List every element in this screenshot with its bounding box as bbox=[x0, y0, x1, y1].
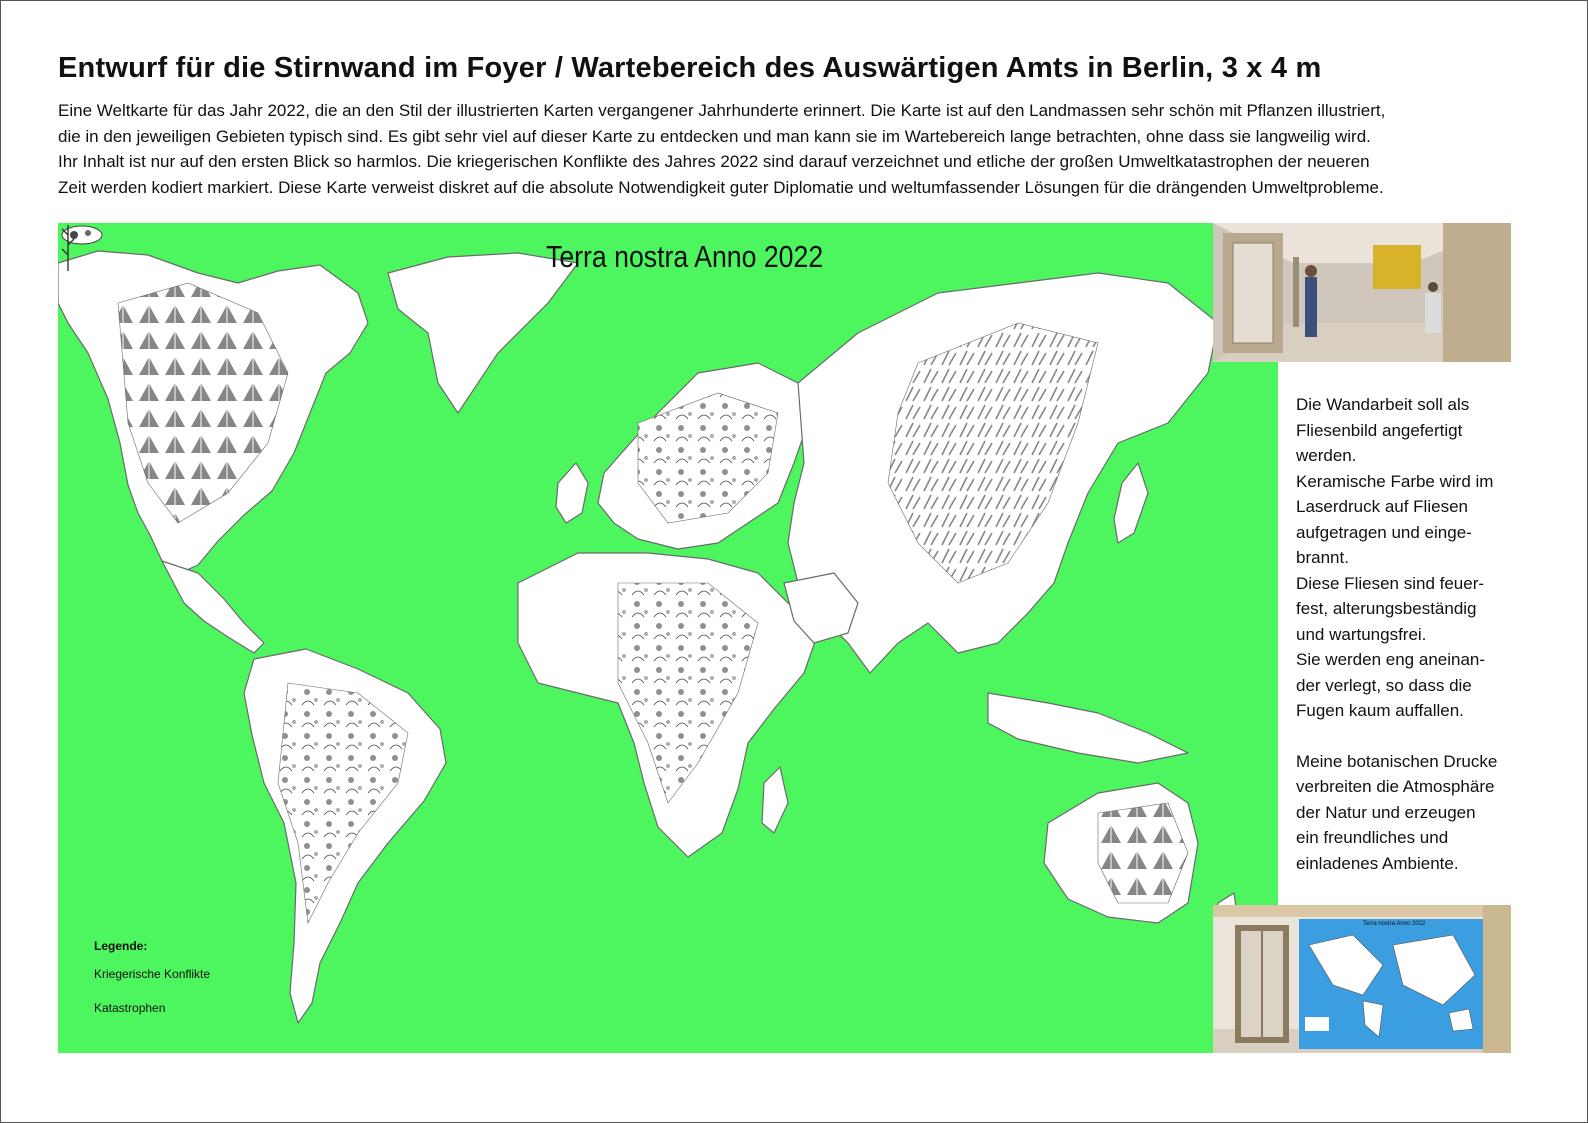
world-map bbox=[58, 223, 1278, 1053]
sidebar-line: der Natur und erzeugen bbox=[1296, 802, 1476, 822]
sidebar-line: verbreiten die Atmosphäre bbox=[1296, 777, 1495, 796]
sidebar-text bbox=[1296, 392, 1536, 876]
corridor-mockup-photo bbox=[1213, 223, 1511, 362]
land-madagascar bbox=[762, 767, 788, 833]
intro-paragraph bbox=[58, 98, 1518, 200]
sidebar-line: Diese Fliesen sind feuer- bbox=[1296, 573, 1485, 593]
land-greenland bbox=[388, 253, 578, 413]
foyer-mockup-map-title: Terra nostra Anno 2022 bbox=[1363, 921, 1426, 927]
legend-item-conflicts: Kriegerische Konflikte bbox=[94, 967, 211, 981]
sidebar-line: ein freundliches und bbox=[1296, 828, 1449, 847]
corridor-mockup-image bbox=[1213, 223, 1511, 362]
map-landmasses bbox=[58, 223, 1278, 1053]
legend-disaster-symbol bbox=[58, 223, 78, 273]
land-central-america bbox=[162, 561, 264, 653]
land-uk bbox=[556, 463, 588, 523]
page-title: Entwurf für die Stirnwand im Foyer / Wartebereich des Auswärtigen Amts in Berlin, 3 x 4 m bbox=[58, 52, 1322, 84]
sidebar-line: Sie werden eng aneinan- bbox=[1296, 650, 1486, 669]
foyer-mockup-image bbox=[1213, 905, 1511, 1053]
intro-line: Ihr Inhalt ist nur auf den ersten Blick so harmlos. Die kriegerischen Konflikte des Jahres 2022 sind darauf verzeichnet und etliche der großen Umweltkatastrophen der neueren bbox=[58, 152, 1370, 171]
land-japan bbox=[1114, 463, 1148, 543]
sidebar-line: einladenes Ambiente. bbox=[1296, 853, 1459, 873]
legend-heading: Legende: bbox=[94, 939, 148, 953]
sidebar-line: Laserdruck auf Fliesen bbox=[1296, 497, 1468, 516]
sidebar-line: Meine botanischen Drucke bbox=[1296, 751, 1498, 771]
sidebar-line: und wartungsfrei. bbox=[1296, 624, 1427, 644]
sidebar-line: Die Wandarbeit soll als bbox=[1296, 395, 1470, 414]
sidebar-line: Keramische Farbe wird im bbox=[1296, 471, 1494, 491]
sidebar-line: Fliesenbild angefertigt bbox=[1296, 420, 1463, 440]
sidebar-line: Fugen kaum auffallen. bbox=[1296, 701, 1464, 720]
sidebar-spacer bbox=[1296, 724, 1536, 749]
foyer-mockup-photo bbox=[1213, 905, 1511, 1053]
intro-line: die in den jeweiligen Gebieten typisch sind. Es gibt sehr viel auf dieser Karte zu entdecken und man kann sie im Wartebereich lange betrachten, ohne dass sie langweilig wird. bbox=[58, 126, 1371, 146]
land-indonesia bbox=[988, 693, 1188, 763]
sidebar-line: fest, alterungsbeständig bbox=[1296, 599, 1477, 618]
intro-line: Zeit werden kodiert markiert. Diese Karte verweist diskret auf die absolute Notwendigkeit guter Diplomatie und weltumfassender Lösungen für die drängenden Umweltprobleme. bbox=[58, 177, 1384, 197]
map-legend bbox=[94, 939, 210, 1035]
intro-line: Eine Weltkarte für das Jahr 2022, die an den Stil der illustrierten Karten vergangener Jahrhunderte erinnert. Die Karte ist auf den Landmassen sehr schön mit Pflanzen illustriert, bbox=[58, 101, 1386, 120]
sidebar-line: werden. bbox=[1296, 446, 1357, 465]
sidebar-line: der verlegt, so dass die bbox=[1296, 675, 1472, 695]
sidebar-line: brannt. bbox=[1296, 548, 1349, 567]
sidebar-line: aufgetragen und einge- bbox=[1296, 522, 1472, 542]
legend-item-disasters: Katastrophen bbox=[94, 1001, 166, 1015]
map-title: Terra nostra Anno 2022 bbox=[546, 239, 824, 274]
